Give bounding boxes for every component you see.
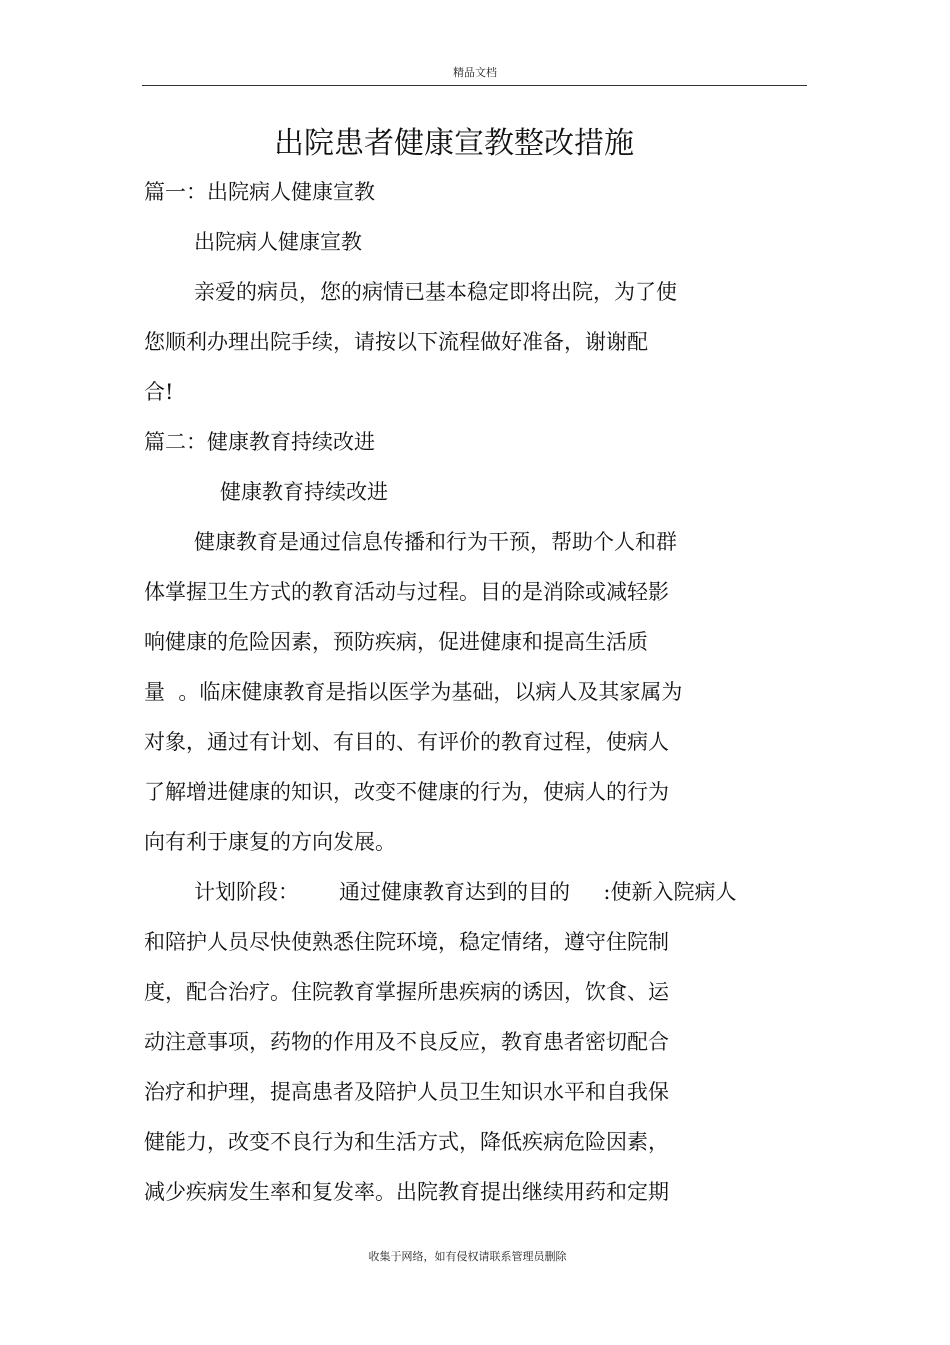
body-line: 对象，通过有计划、有目的、有评价的教育过程，使病人: [144, 730, 669, 754]
document-title: 出院患者健康宣教整改措施: [274, 126, 634, 161]
body-line: 度，配合治疗。住院教育掌握所患疾病的诱因，饮食、运: [144, 980, 669, 1004]
body-line: 亲爱的病员，您的病情已基本稳定即将出院，为了使: [194, 280, 677, 304]
header-divider: [142, 85, 807, 86]
body-line: 体掌握卫生方式的教育活动与过程。目的是消除或减轻影: [144, 580, 669, 604]
body-line: 响健康的危险因素，预防疾病，促进健康和提高生活质: [144, 630, 648, 654]
subsection-title-2: 健康教育持续改进: [220, 480, 388, 504]
subsection-title-1: 出院病人健康宣教: [194, 230, 362, 254]
page-header-label: 精品文档: [453, 66, 497, 79]
body-line: 健康教育是通过信息传播和行为干预，帮助个人和群: [194, 530, 677, 554]
body-line: 和陪护人员尽快使熟悉住院环境，稳定情绪，遵守住院制: [144, 930, 669, 954]
body-line: 了解增进健康的知识，改变不健康的行为，使病人的行为: [144, 780, 669, 804]
body-line: 量 。临床健康教育是指以医学为基础，以病人及其家属为: [144, 680, 683, 704]
body-line: 合!: [144, 380, 174, 404]
body-line: 减少疾病发生率和复发率。出院教育提出继续用药和定期: [144, 1180, 669, 1204]
body-line: 您顺利办理出院手续，请按以下流程做好准备，谢谢配: [144, 330, 648, 354]
body-line: 计划阶段： 通过健康教育达到的目的 :使新入院病人: [194, 880, 737, 904]
section-heading-1: 篇一：出院病人健康宣教: [144, 180, 375, 204]
body-line: 治疗和护理，提高患者及陪护人员卫生知识水平和自我保: [144, 1080, 669, 1104]
body-line: 健能力，改变不良行为和生活方式，降低疾病危险因素，: [144, 1130, 669, 1154]
section-heading-2: 篇二：健康教育持续改进: [144, 430, 375, 454]
body-line: 动注意事项，药物的作用及不良反应，教育患者密切配合: [144, 1030, 669, 1054]
page-footer-label: 收集于网络，如有侵权请联系管理员删除: [368, 1250, 567, 1263]
body-line: 向有利于康复的方向发展。: [144, 830, 396, 854]
